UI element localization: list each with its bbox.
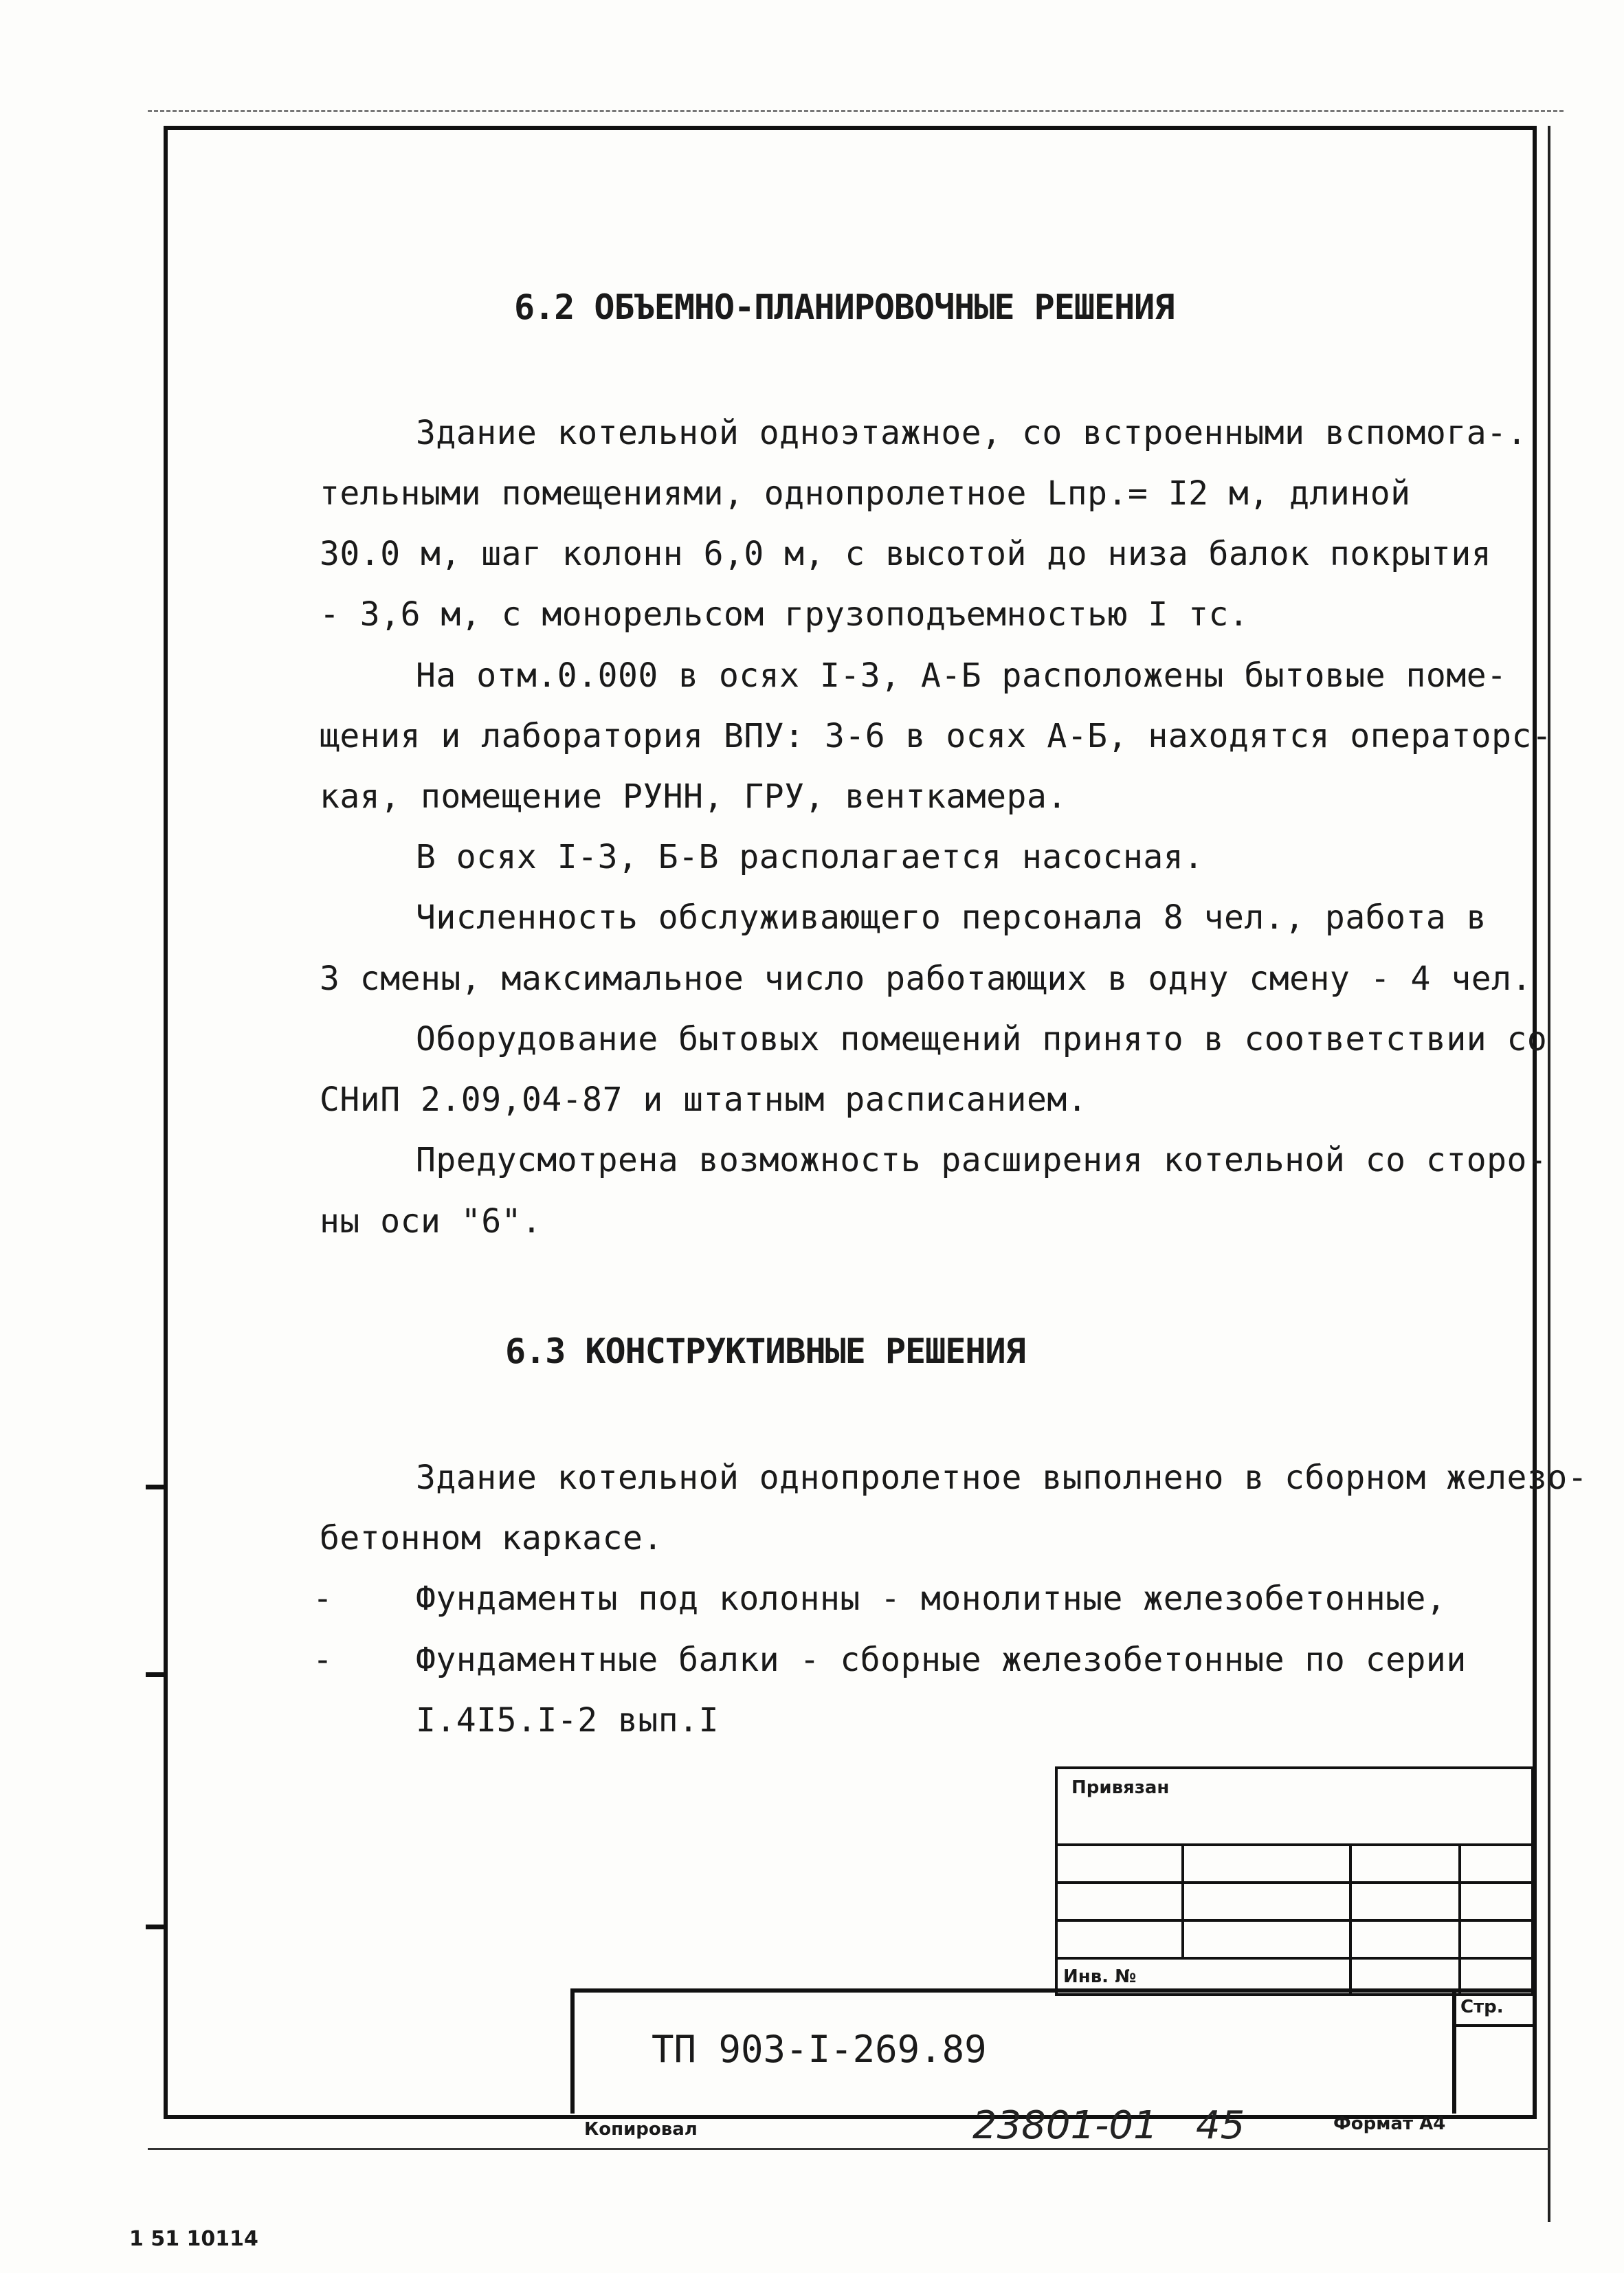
list-item: Фундаментные балки - сборные железобетонные по серии — [416, 1641, 1467, 1679]
list-dash: - — [313, 1641, 333, 1679]
margin-tick — [146, 1672, 166, 1677]
margin-tick — [146, 1485, 166, 1489]
handwritten-page-number: 45 — [1196, 2103, 1245, 2148]
format-label: Формат А4 — [1333, 2114, 1446, 2134]
handwritten-number: 23801-01 — [972, 2103, 1158, 2148]
text-line: Предусмотрена возможность расширения котельной со сторо- — [416, 1141, 1548, 1179]
text-line: щения и лаборатория ВПУ: 3-6 в осях А-Б, находятся операторс- — [320, 717, 1553, 755]
section-heading: 6.3 КОНСТРУКТИВНЫЕ РЕШЕНИЯ — [505, 1331, 1025, 1371]
top-dashed-line — [148, 110, 1564, 112]
text-line: Здание котельной одноэтажное, со встроенными вспомога-. — [416, 414, 1527, 452]
outer-bottom-border — [148, 2148, 1550, 2150]
text-line: В осях I-3, Б-В располагается насосная. — [416, 838, 1204, 876]
text-line: СНиП 2.09,04-87 и штатным расписанием. — [320, 1080, 1088, 1119]
page-cell-divider — [1452, 2024, 1535, 2027]
copied-by-label: Копировал — [584, 2119, 698, 2140]
text-line: - 3,6 м, с монорельсом грузоподъемностью I тс. — [320, 595, 1249, 634]
text-line: 30.0 м, шаг колонн 6,0 м, с высотой до низа балок покрытия — [320, 535, 1492, 573]
page-label: Стр. — [1460, 1997, 1504, 2017]
privyazan-label: Привязан — [1071, 1777, 1170, 1798]
text-line: Численность обслуживающего персонала 8 чел., работа в — [416, 898, 1487, 937]
text-line: Оборудование бытовых помещений принято в соответствии со — [416, 1020, 1548, 1058]
text-line: ны оси "6". — [320, 1202, 542, 1241]
binding-stamp — [1055, 1766, 1534, 1996]
list-dash: - — [313, 1579, 333, 1618]
text-line: На отм.0.000 в осях I-3, А-Б расположены бытовые поме- — [416, 656, 1507, 695]
text-line: 3 смены, максимальное число работающих в одну смену - 4 чел. — [320, 960, 1532, 998]
title-block-divider — [1452, 1988, 1456, 2114]
text-line: тельными помещениями, однопролетное Lпр.= I2 м, длиной — [320, 474, 1411, 513]
text-line: Здание котельной однопролетное выполнено в сборном железо- — [416, 1459, 1588, 1497]
inventory-number-label: Инв. № — [1063, 1966, 1137, 1987]
list-item: Фундаменты под колонны - монолитные железобетонные, — [416, 1579, 1447, 1618]
text-line: бетонном каркасе. — [320, 1519, 663, 1557]
section-heading: 6.2 ОБЪЕМНО-ПЛАНИРОВОЧНЫЕ РЕШЕНИЯ — [514, 287, 1175, 327]
archive-number: 1 51 10114 — [129, 2227, 258, 2251]
list-item: I.4I5.I-2 вып.I — [416, 1701, 719, 1740]
text-line: кая, помещение РУНН, ГРУ, венткамера. — [320, 777, 1067, 816]
outer-right-border — [1548, 126, 1550, 2222]
margin-tick — [146, 1925, 166, 1929]
document-code: ТП 903-I-269.89 — [652, 2028, 987, 2071]
